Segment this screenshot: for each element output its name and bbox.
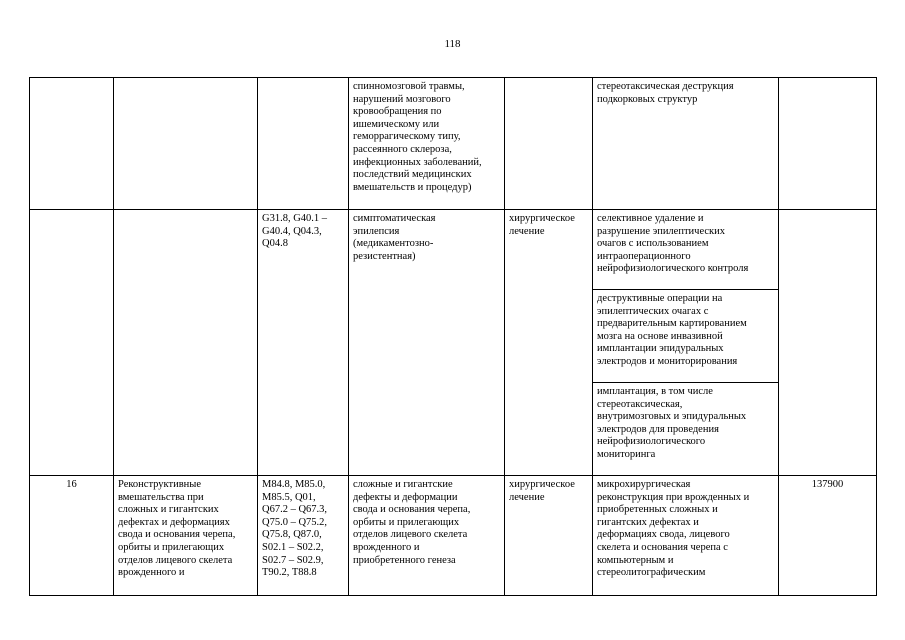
procedure-name-cell: Реконструктивные вмешательства при сложных и гигантских дефектах и деформациях свода и основания черепа, орбиты и прилегающих отделов лицевого скелета врожденного и <box>114 476 258 596</box>
table-row <box>30 476 877 596</box>
treatment-method-cell: деструктивные операции на эпилептических очагах с предварительным картированием мозга на основе инвазивной имплантации эпидуральных электродов и мониторирования <box>593 290 779 383</box>
procedures-table <box>29 77 877 596</box>
patient-model-cell: спинномозговой травмы, нарушений мозгового кровообращения по ишемическому или геморрагическому типу, рассеянного склероза, инфекционных заболеваний, последствий медицинских вмешательств и процедур) <box>349 78 505 210</box>
cost-cell: 137900 <box>779 476 877 596</box>
treatment-type-cell: хирургическое лечение <box>505 210 593 476</box>
procedure-name-cell <box>114 78 258 210</box>
icd-codes-cell: G31.8, G40.1 – G40.4, Q04.3, Q04.8 <box>258 210 349 476</box>
patient-model-cell: симптоматическая эпилепсия (медикаментозно- резистентная) <box>349 210 505 476</box>
table-row <box>30 78 877 210</box>
row-number-cell <box>30 78 114 210</box>
patient-model-cell: сложные и гигантские дефекты и деформации свода и основания черепа, орбиты и прилегающих отделов лицевого скелета врожденного и приобретенного генеза <box>349 476 505 596</box>
treatment-method-cell: имплантация, в том числе стереотаксическая, внутримозговых и эпидуральных электродов для проведения нейрофизиологического мониторинга <box>593 383 779 476</box>
treatment-method-cell: селективное удаление и разрушение эпилептических очагов с использованием интраоперационного нейрофизиологического контроля <box>593 210 779 290</box>
row-number-cell <box>30 210 114 476</box>
treatment-type-cell <box>505 78 593 210</box>
page-number: 118 <box>444 38 461 50</box>
cost-cell <box>779 210 877 476</box>
icd-codes-cell: M84.8, M85.0, M85.5, Q01, Q67.2 – Q67.3, Q75.0 – Q75.2, Q75.8, Q87.0, S02.1 – S02.2, S02.7 – S02.9, T90.2, T88.8 <box>258 476 349 596</box>
treatment-type-cell: хирургическое лечение <box>505 476 593 596</box>
treatment-method-cell: микрохирургическая реконструкция при врожденных и приобретенных сложных и гигантских дефектах и деформациях свода, лицевого скелета и основания черепа с компьютерным и стереолитографическим <box>593 476 779 596</box>
row-number-cell: 16 <box>30 476 114 596</box>
procedure-name-cell <box>114 210 258 476</box>
table-row <box>30 210 877 290</box>
cost-cell <box>779 78 877 210</box>
treatment-method-cell: стереотаксическая деструкция подкорковых структур <box>593 78 779 210</box>
icd-codes-cell <box>258 78 349 210</box>
